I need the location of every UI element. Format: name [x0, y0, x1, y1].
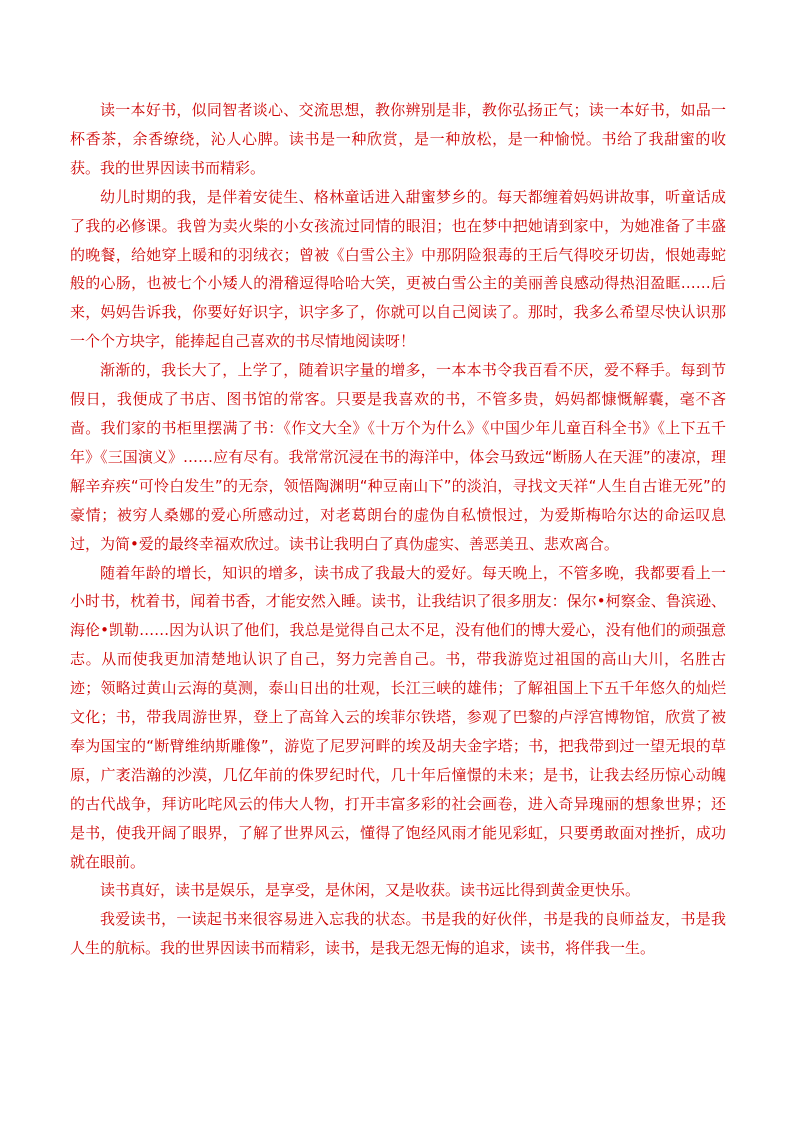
paragraph-growing-up: 渐渐的，我长大了，上学了，随着识字量的增多，一本本书令我百看不厌，爱不释手。每到节假日，我便成了书店、图书馆的常客。只要是我喜欢的书，不管多贵，妈妈都慷慨解囊，毫不吝啬。我们家的书柜里摆满了书：《作文大全》《十万个为什么》《中国少年儿童百科全书》《上下五千年》《三国演义》……应有尽有。我常常沉浸在书的海洋中，体会马致远“断肠人在天涯”的凄凉，理解辛弃疾“可怜白发生”的无奈，领悟陶渊明“种豆南山下”的淡泊，寻找文天祥“人生自古谁无死”的豪情；被穷人桑娜的爱心所感动过，对老葛朗台的虚伪自私愤恨过，为爱斯梅哈尔达的命运叹息过，为简•爱的最终幸福欢欣过。读书让我明白了真伪虚实、善恶美丑、悲欢离合。: [70, 361, 726, 553]
paragraph-joy: 读书真好，读书是娱乐，是享受，是休闲，又是收获。读书远比得到黄金更快乐。: [100, 881, 641, 900]
document-body: [70, 96, 726, 963]
paragraph-conclusion: 我爱读书，一读起书来很容易进入忘我的状态。书是我的好伙伴，书是我的良师益友，书是我人生的航标。我的世界因读书而精彩，读书，是我无怨无悔的追求，读书，将伴我一生。: [70, 910, 726, 958]
paragraph-hobby: 随着年龄的增长，知识的增多，读书成了我最大的爱好。每天晚上，不管多晚，我都要看上一小时书，枕着书，闻着书香，才能安然入睡。读书，让我结识了很多朋友：保尔•柯察金、鲁滨逊、海伦•凯勒……因为认识了他们，我总是觉得自己太不足，没有他们的博大爱心，没有他们的顽强意志。从而使我更加清楚地认识了自己，努力完善自己。书，带我游览过祖国的高山大川，名胜古迹；领略过黄山云海的莫测，泰山日出的壮观，长江三峡的雄伟；了解祖国上下五千年悠久的灿烂文化；书，带我周游世界，登上了高耸入云的埃菲尔铁塔，参观了巴黎的卢浮宫博物馆，欣赏了被奉为国宝的“断臂维纳斯雕像”，游览了尼罗河畔的埃及胡夫金字塔；书，把我带到过一望无垠的草原，广袤浩瀚的沙漠，几亿年前的侏罗纪时代，几十年后憧憬的未来；是书，让我去经历惊心动魄的古代战争，拜访叱咤风云的伟大人物，打开丰富多彩的社会画卷，进入奇异瑰丽的想象世界；还是书，使我开阔了眼界，了解了世界风云，懂得了饱经风雨才能见彩虹，只要勇敢面对挫折，成功就在眼前。: [70, 563, 726, 871]
paragraph-intro: 读一本好书，似同智者谈心、交流思想，教你辨别是非，教你弘扬正气；读一本好书，如品一杯香茶，余香缭绕，沁人心脾。读书是一种欣赏，是一种放松，是一种愉悦。书给了我甜蜜的收获。我的世界因读书而精彩。: [70, 101, 726, 177]
paragraph-childhood: 幼儿时期的我，是伴着安徒生、格林童话进入甜蜜梦乡的。每天都缠着妈妈讲故事，听童话成了我的必修课。我曾为卖火柴的小女孩流过同情的眼泪；也在梦中把她请到家中，为她准备了丰盛的晚餐，给她穿上暖和的羽绒衣；曾被《白雪公主》中那阴险狠毒的王后气得咬牙切齿，恨她毒蛇般的心肠，也被七个小矮人的滑稽逗得哈哈大笑，更被白雪公主的美丽善良感动得热泪盈眶……后来，妈妈告诉我，你要好好识字，识字多了，你就可以自己阅读了。那时，我多么希望尽快认识那一个个方块字，能捧起自己喜欢的书尽情地阅读呀！: [70, 187, 726, 351]
